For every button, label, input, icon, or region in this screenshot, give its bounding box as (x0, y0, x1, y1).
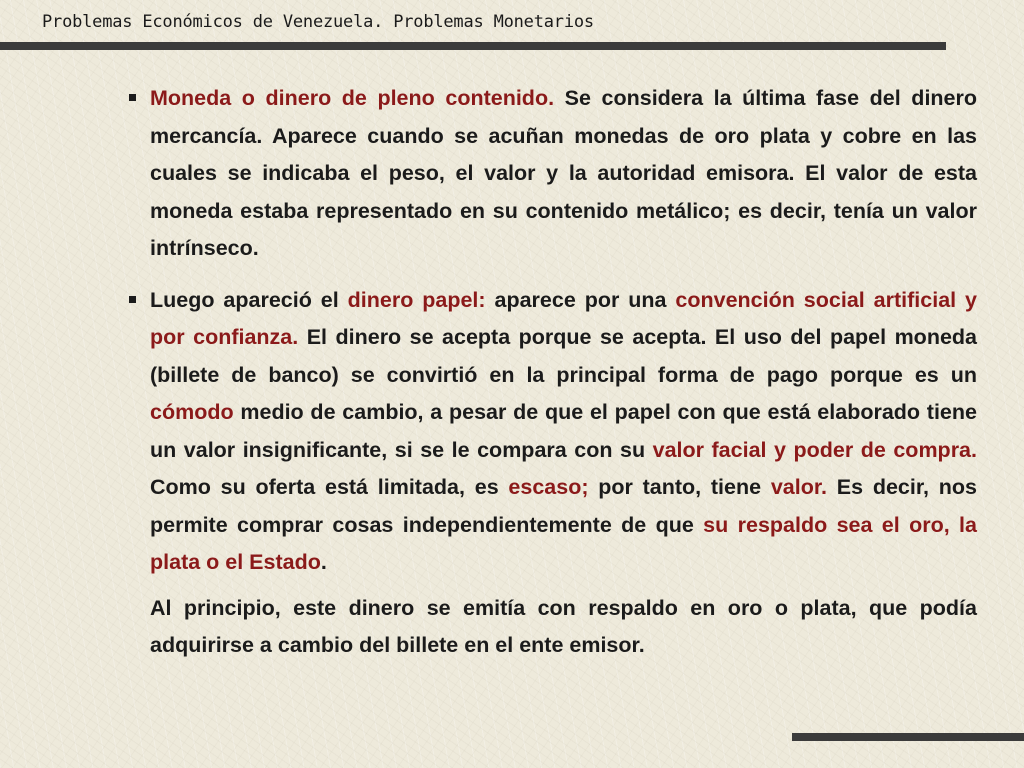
term-moneda-pleno-contenido: Moneda o dinero de pleno contenido. (150, 86, 555, 110)
paragraph2-text-7: Es decir, nos permite comprar cosas independientemente de que (150, 475, 977, 537)
term-valor-facial: valor facial y poder de compra. (652, 437, 977, 462)
term-escaso: escaso; (508, 475, 589, 499)
paragraph-al-principio: Al principio, este dinero se emitía con respaldo en oro o plata, que podía adquirirse a cambio del billete en el ente emisor. (150, 595, 977, 657)
paragraph2-text-1: Luego apareció el (150, 287, 348, 312)
paragraph-dinero-papel (150, 282, 977, 582)
slide-header-title: Problemas Económicos de Venezuela. Problemas Monetarios (42, 12, 594, 32)
paragraph1-text: Se considera la última fase del dinero mercancía. Aparece cuando se acuñan monedas de oro plata y cobre en las cuales se indicaba el peso, el valor y la autoridad emisora. El valor de esta moneda estaba representado en su contenido metálico; es decir, tenía un valor intrínseco. (150, 86, 978, 260)
square-bullet-icon (129, 94, 136, 101)
slide-content (150, 80, 977, 665)
paragraph2-text-2: aparece por una (485, 287, 676, 312)
paragraph2-text-6: por tanto, tiene (588, 475, 771, 499)
footer-divider-bar (792, 733, 1024, 741)
square-bullet-icon (129, 296, 136, 303)
header-divider-bar (0, 42, 946, 50)
term-convencion-social: convención social artificial y por confianza. (150, 287, 978, 349)
paragraph2-text-8: . (320, 550, 327, 574)
term-dinero-papel: dinero papel: (347, 287, 486, 312)
paragraph2-text-5: Como su oferta está limitada, es (150, 475, 509, 499)
term-valor: valor. (770, 475, 828, 499)
term-comodo: cómodo (150, 400, 234, 424)
paragraph-pleno-contenido (150, 80, 977, 268)
paragraph2-text-4: medio de cambio, a pesar de que el papel con que está elaborado tiene un valor insignificante, si se le compara con su (150, 400, 977, 462)
paragraph2-text-3: El dinero se acepta porque se acepta. El uso del papel moneda (billete de banco) se convirtió en la principal forma de pago porque es un (150, 325, 977, 387)
term-su-respaldo: su respaldo sea el oro, la plata o el Estado (150, 512, 977, 574)
